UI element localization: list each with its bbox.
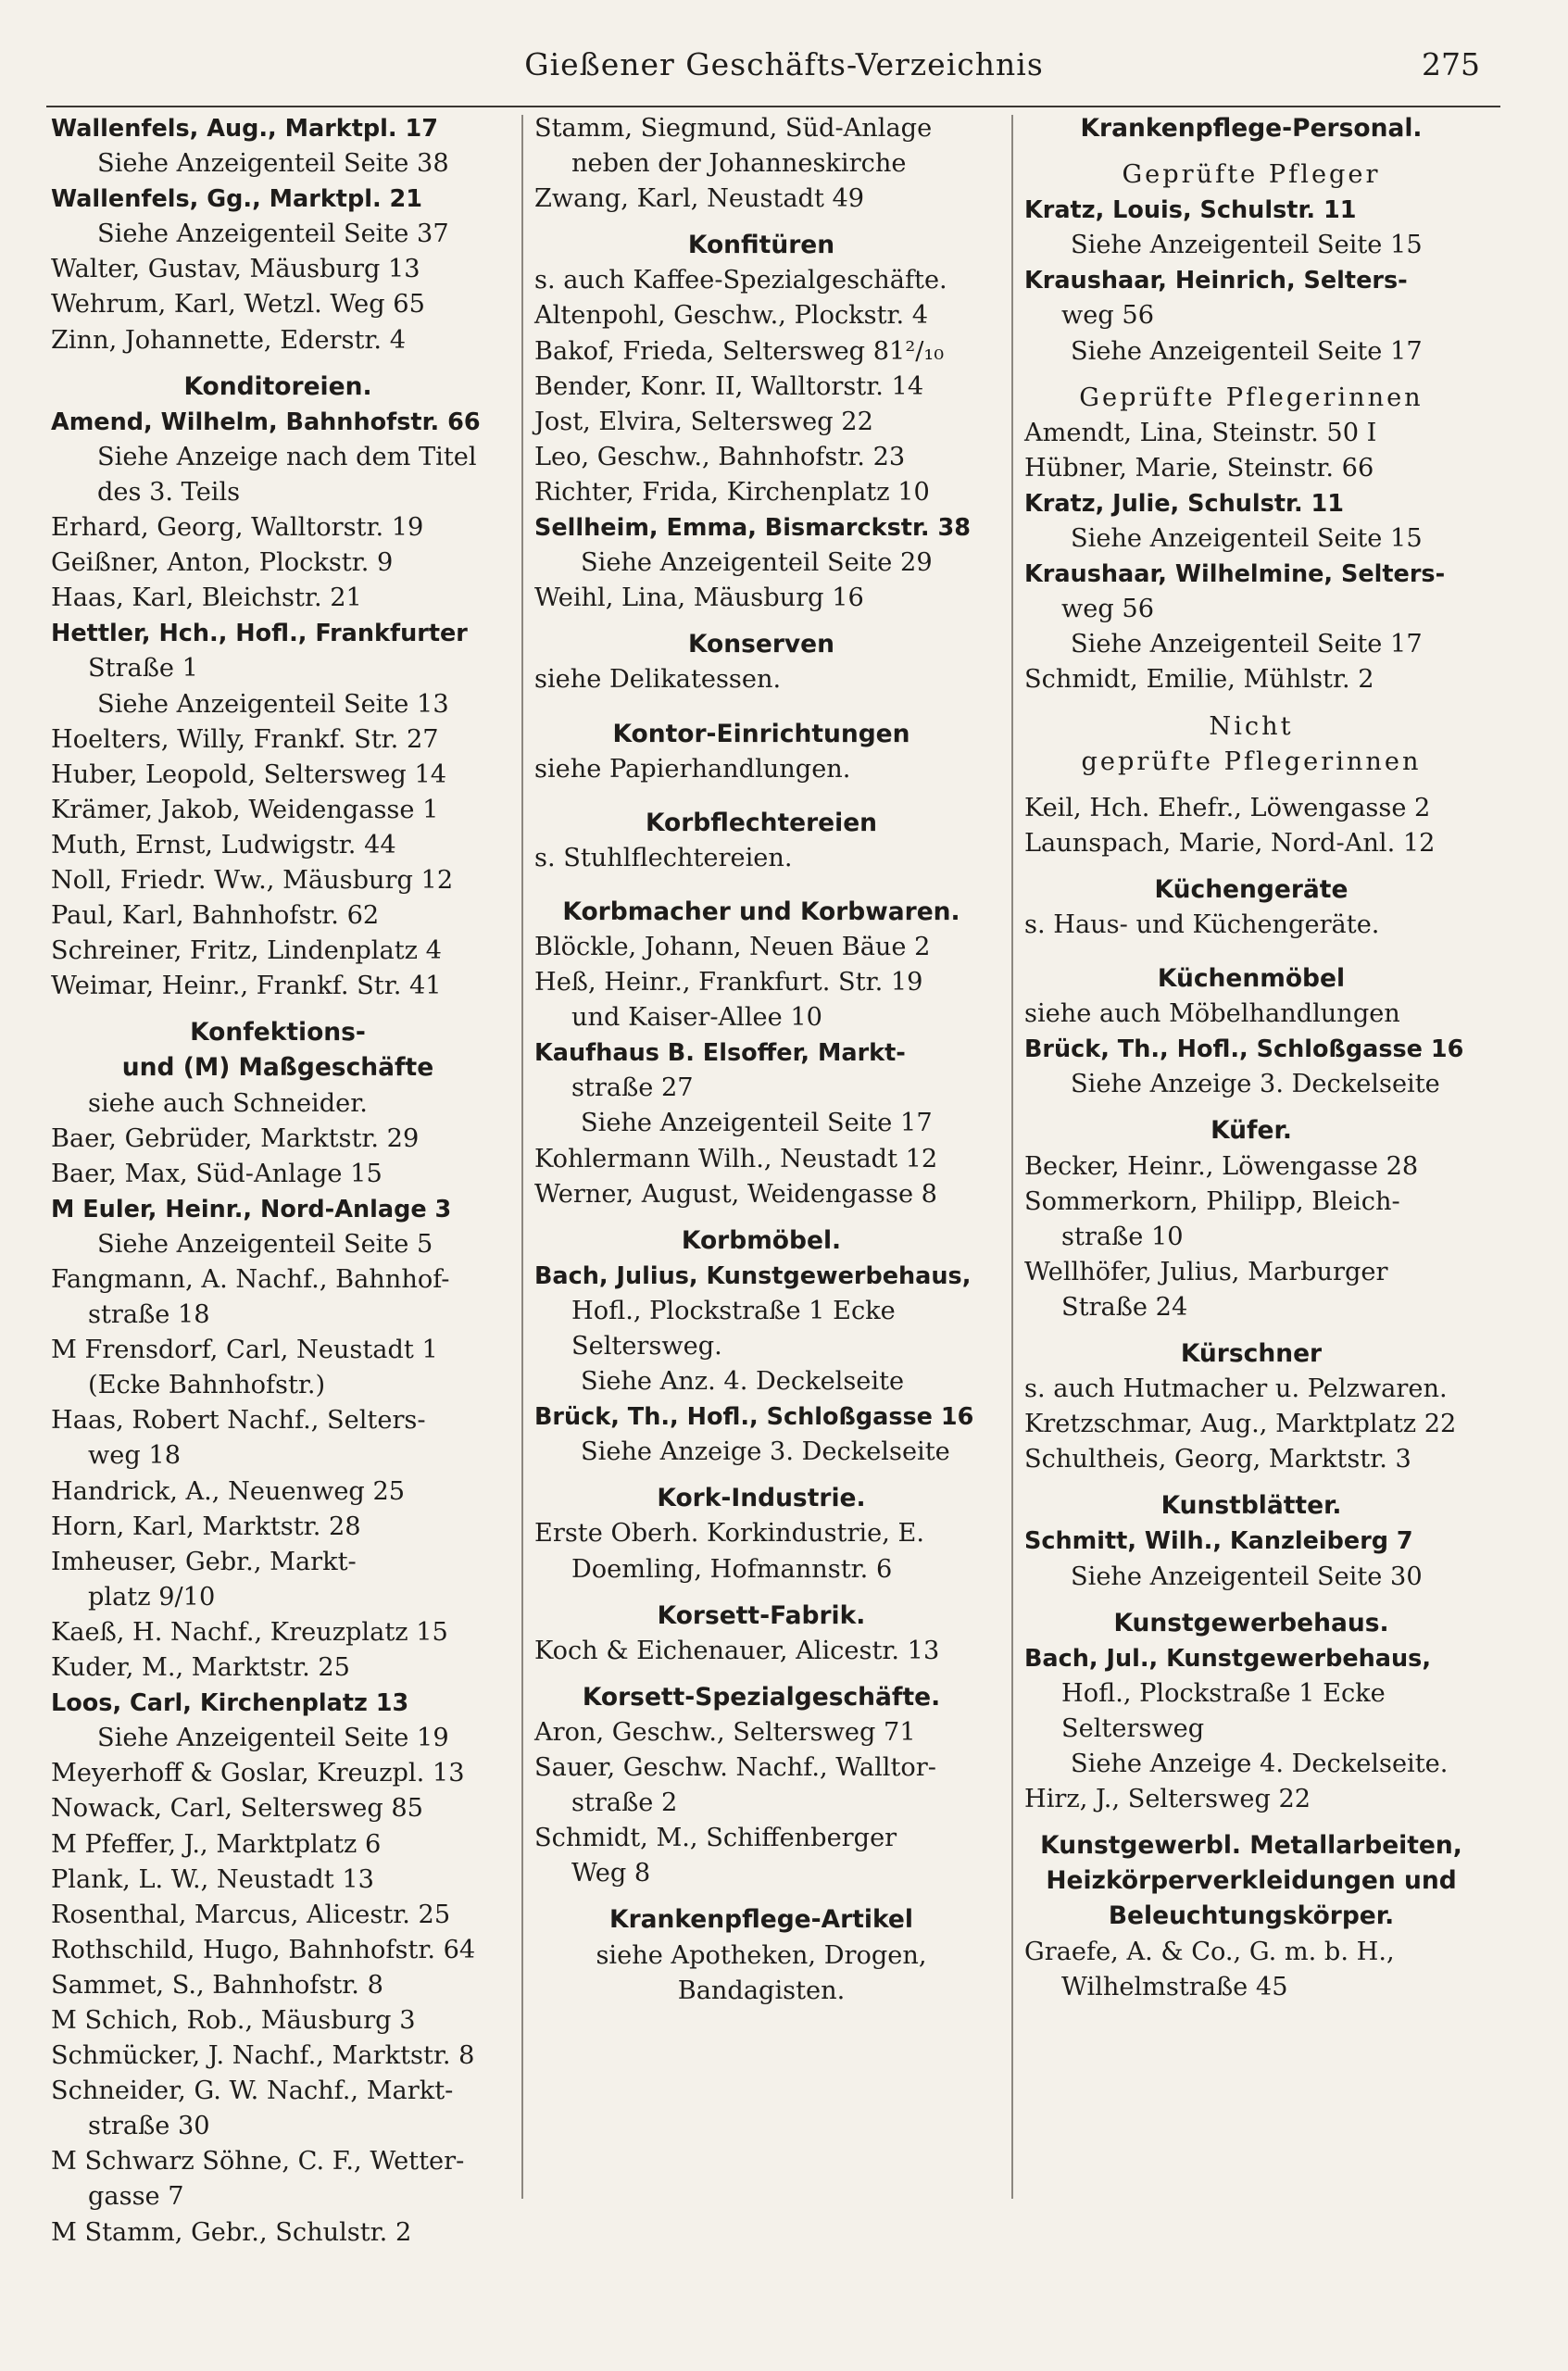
entry: Schmücker, J. Nachf., Marktstr. 8 [51,2041,475,2071]
entry-name: Schmitt, Wilh., Kanzleiberg 7 [1024,1527,1413,1556]
entry: Meyerhoff & Goslar, Kreuzpl. 13 [51,1759,465,1788]
entry-continuation: Straße 1 [88,654,198,684]
entry-continuation: (Ecke Bahnhofstr.) [88,1371,326,1400]
entry-name: Loos, Carl, Kirchenplatz 13 [51,1689,409,1718]
ad-reference: Siehe Anzeige 4. Deckelseite. [1071,1750,1449,1779]
entry: Richter, Frida, Kirchenplatz 10 [534,477,930,507]
section-heading: Konditoreien. [183,371,372,401]
entry-name: Kraushaar, Heinrich, Selters- [1024,267,1408,295]
section-heading: Küchengeräte [1154,874,1348,904]
cross-reference: s. Stuhlflechtereien. [534,843,793,872]
section-heading: Krankenpflege-Artikel [609,1905,913,1935]
ad-reference: Siehe Anzeigenteil Seite 30 [1071,1562,1423,1591]
section-heading: Küfer. [1210,1116,1292,1146]
ad-reference: Siehe Anzeigenteil Seite 38 [97,149,449,179]
ad-reference: Siehe Anzeigenteil Seite 13 [97,689,449,719]
entry: Plank, L. W., Neustadt 13 [51,1864,374,1894]
entry-name: Sellheim, Emma, Bismarckstr. 38 [534,514,971,543]
entry: Sauer, Geschw. Nachf., Walltor- [534,1753,936,1783]
entry: Amendt, Lina, Steinstr. 50 I [1024,418,1377,447]
ad-reference: Siehe Anzeigenteil Seite 17 [1071,630,1423,659]
subsection-heading: Nicht [1209,711,1294,741]
ad-reference: Siehe Anzeigenteil Seite 37 [97,220,449,249]
entry: Walter, Gustav, Mäusburg 13 [51,255,420,284]
entry-continuation: Seltersweg. [571,1332,722,1361]
column-3 [1024,111,1478,2223]
entry: Becker, Heinr., Löwengasse 28 [1024,1151,1419,1181]
section-heading: Korsett-Spezialgeschäfte. [582,1682,941,1712]
entry: Aron, Geschw., Seltersweg 71 [534,1717,916,1747]
ad-reference: Siehe Anzeigenteil Seite 19 [97,1724,449,1753]
entry: Zwang, Karl, Neustadt 49 [534,184,865,214]
entry: Haas, Karl, Bleichstr. 21 [51,583,362,613]
ad-reference: Siehe Anzeige 3. Deckelseite [1071,1070,1440,1099]
cross-reference: siehe Papierhandlungen. [534,754,851,784]
entry: Launspach, Marie, Nord-Anl. 12 [1024,828,1436,858]
entry: Bender, Konr. II, Walltorstr. 14 [534,371,924,401]
entry: Noll, Friedr. Ww., Mäusburg 12 [51,865,454,895]
entry: Krämer, Jakob, Weidengasse 1 [51,795,439,824]
ad-reference: Siehe Anzeigenteil Seite 17 [1071,336,1423,366]
entry-name: Wallenfels, Aug., Marktpl. 17 [51,115,438,143]
section-heading: Kürschner [1180,1339,1323,1368]
entry: Zinn, Johannette, Ederstr. 4 [51,325,407,355]
cross-reference: s. Haus- und Küchengeräte. [1024,910,1380,939]
section-heading: Heizkörperverkleidungen und [1046,1866,1457,1896]
entry: Paul, Karl, Bahnhofstr. 62 [51,901,380,931]
section-heading: Kunstgewerbehaus. [1113,1608,1389,1637]
entry-continuation: weg 18 [88,1441,182,1471]
entry: Fangmann, A. Nachf., Bahnhof- [51,1265,450,1294]
entry-name: Wallenfels, Gg., Marktpl. 21 [51,185,423,214]
cross-reference: s. auch Kaffee-Spezialgeschäfte. [534,266,947,295]
entry: Altenpohl, Geschw., Plockstr. 4 [534,301,929,331]
section-heading: Krankenpflege-Personal. [1080,114,1423,143]
header-rule [46,106,1500,107]
section-heading: Korsett-Fabrik. [657,1600,866,1630]
entry-name: Brück, Th., Hofl., Schloßgasse 16 [1024,1035,1464,1064]
entry-continuation: Doemling, Hofmannstr. 6 [571,1554,893,1584]
entry-continuation: Wilhelmstraße 45 [1061,1972,1288,2001]
entry: Schneider, G. W. Nachf., Markt- [51,2076,454,2106]
entry: Weihl, Lina, Mäusburg 16 [534,583,864,613]
entry: Werner, August, Weidengasse 8 [534,1179,937,1209]
entry-name: Brück, Th., Hofl., Schloßgasse 16 [534,1403,974,1432]
entry: Erhard, Georg, Walltorstr. 19 [51,513,424,543]
ad-reference: des 3. Teils [97,477,241,507]
entry: Stamm, Siegmund, Süd-Anlage [534,114,933,143]
entry-continuation: straße 2 [571,1788,678,1818]
section-heading: Korbflechtereien [645,808,878,837]
section-heading: Kork-Industrie. [657,1484,866,1513]
entry-continuation: platz 9/10 [88,1582,216,1612]
section-heading: Kunstblätter. [1160,1491,1342,1521]
subsection-heading: Geprüfte Pfleger [1122,160,1381,190]
entry: Muth, Ernst, Ludwigstr. 44 [51,830,396,859]
page-header [0,41,1568,89]
entry: M Schwarz Söhne, C. F., Wetter- [51,2147,465,2177]
entry-continuation: weg 56 [1061,595,1155,624]
entry: Schreiner, Fritz, Lindenplatz 4 [51,936,442,966]
entry: M Schich, Rob., Mäusburg 3 [51,2005,416,2035]
entry: Wehrum, Karl, Wetzl. Weg 65 [51,290,425,320]
page-number: 275 [1422,46,1480,82]
entry: Baer, Gebrüder, Marktstr. 29 [51,1123,420,1153]
entry: Leo, Geschw., Bahnhofstr. 23 [534,442,906,471]
column-2 [534,111,988,2223]
cross-reference: siehe auch Möbelhandlungen [1024,999,1400,1029]
entry-name: M Euler, Heinr., Nord-Anlage 3 [51,1195,452,1223]
subsection-heading: Geprüfte Pflegerinnen [1079,383,1424,412]
entry-name: Kratz, Julie, Schulstr. 11 [1024,489,1345,518]
section-heading: Korbmacher und Korbwaren. [562,897,960,926]
entry-continuation: Weg 8 [571,1859,651,1888]
entry: Schultheis, Georg, Marktstr. 3 [1024,1445,1411,1474]
section-heading: Konserven [687,630,835,659]
entry-name: Bach, Julius, Kunstgewerbehaus, [534,1261,972,1290]
section-heading: Küchenmöbel [1157,964,1346,994]
entry: Jost, Elvira, Seltersweg 22 [534,407,873,436]
entry: Sommerkorn, Philipp, Bleich- [1024,1186,1400,1216]
entry: Handrick, A., Neuenweg 25 [51,1476,406,1506]
entry-continuation: und Kaiser-Allee 10 [571,1003,822,1033]
entry: Huber, Leopold, Seltersweg 14 [51,759,447,789]
subsection-heading: geprüfte Pflegerinnen [1081,746,1422,776]
entry: Heß, Heinr., Frankfurt. Str. 19 [534,968,923,997]
section-heading: Beleuchtungskörper. [1108,1901,1395,1931]
entry: Koch & Eichenauer, Alicestr. 13 [534,1636,940,1665]
entry-continuation: straße 10 [1061,1222,1184,1251]
ad-reference: Siehe Anzeigenteil Seite 5 [97,1229,433,1259]
entry: Hirz, J., Seltersweg 22 [1024,1785,1311,1814]
ad-reference: Siehe Anzeigenteil Seite 15 [1071,524,1423,554]
entry-continuation: Hofl., Plockstraße 1 Ecke [571,1296,896,1325]
entry: M Frensdorf, Carl, Neustadt 1 [51,1336,438,1365]
entry-continuation: straße 30 [88,2112,210,2141]
section-heading: Kunstgewerbl. Metallarbeiten, [1040,1831,1462,1861]
ad-reference: Siehe Anzeige nach dem Titel [97,442,477,471]
entry-name: Kraushaar, Wilhelmine, Selters- [1024,560,1446,589]
running-title: Gießener Geschäfts-Verzeichnis [524,46,1044,82]
entry: Nowack, Carl, Seltersweg 85 [51,1794,423,1824]
entry: Hoelters, Willy, Frankf. Str. 27 [51,724,439,754]
entry: Schmidt, Emilie, Mühlstr. 2 [1024,665,1374,695]
entry-continuation: straße 18 [88,1300,210,1330]
entry: Weimar, Heinr., Frankf. Str. 41 [51,972,442,1001]
entry-name: Kratz, Louis, Schulstr. 11 [1024,196,1357,225]
section-heading: Konfektions- [190,1018,366,1048]
entry: Graefe, A. & Co., G. m. b. H., [1024,1937,1395,1966]
entry-continuation: Straße 24 [1061,1292,1188,1322]
cross-reference: Bandagisten. [677,1976,846,2005]
cross-reference: s. auch Hutmacher u. Pelzwaren. [1024,1374,1448,1404]
ad-reference: Siehe Anzeigenteil Seite 29 [581,548,933,578]
column-1 [51,111,505,2247]
entry-continuation: Hofl., Plockstraße 1 Ecke [1061,1678,1386,1708]
ad-reference: Siehe Anzeigenteil Seite 17 [581,1109,933,1138]
entry: Haas, Robert Nachf., Selters- [51,1406,426,1436]
entry: Baer, Max, Süd-Anlage 15 [51,1159,383,1188]
entry: Rothschild, Hugo, Bahnhofstr. 64 [51,1935,476,1964]
entry-continuation: neben der Johanneskirche [571,149,907,179]
entry: Sammet, S., Bahnhofstr. 8 [51,1970,383,2000]
column-divider [1011,115,1013,2199]
entry: Bakof, Frieda, Seltersweg 81²/₁₀ [534,336,945,366]
ad-reference: Siehe Anzeigenteil Seite 15 [1071,231,1423,260]
entry-name: Kaufhaus B. Elsoffer, Markt- [534,1039,906,1068]
entry-continuation: weg 56 [1061,301,1155,331]
entry: Imheuser, Gebr., Markt- [51,1547,357,1576]
ad-reference: Siehe Anzeige 3. Deckelseite [581,1437,950,1467]
entry-continuation: Seltersweg [1061,1713,1205,1743]
entry: Horn, Karl, Marktstr. 28 [51,1512,361,1541]
entry: M Pfeffer, J., Marktplatz 6 [51,1829,382,1859]
entry: Erste Oberh. Korkindustrie, E. [534,1519,924,1549]
cross-reference: siehe Delikatessen. [534,665,782,695]
section-heading: und (M) Maßgeschäfte [121,1053,434,1083]
entry-continuation: gasse 7 [88,2182,184,2212]
entry: Blöckle, Johann, Neuen Bäue 2 [534,932,931,961]
cross-reference: siehe Apotheken, Drogen, [596,1940,927,1970]
entry: Kohlermann Wilh., Neustadt 12 [534,1144,938,1173]
entry-name: Amend, Wilhelm, Bahnhofstr. 66 [51,408,481,436]
entry-name: Bach, Jul., Kunstgewerbehaus, [1024,1644,1432,1673]
cross-reference: siehe auch Schneider. [88,1088,368,1118]
entry: Kuder, M., Marktstr. 25 [51,1653,350,1683]
entry: Hübner, Marie, Steinstr. 66 [1024,453,1374,483]
entry: Keil, Hch. Ehefr., Löwengasse 2 [1024,793,1431,822]
entry: Kaeß, H. Nachf., Kreuzplatz 15 [51,1617,448,1647]
entry: Kretzschmar, Aug., Marktplatz 22 [1024,1410,1457,1439]
entry-name: Hettler, Hch., Hofl., Frankfurter [51,620,468,648]
section-heading: Kontor-Einrichtungen [612,719,910,748]
entry: Schmidt, M., Schiffenberger [534,1824,897,1853]
entry: Wellhöfer, Julius, Marburger [1024,1257,1388,1286]
entry-continuation: straße 27 [571,1073,694,1103]
column-divider [521,115,523,2199]
entry: Geißner, Anton, Plockstr. 9 [51,548,394,578]
section-heading: Korbmöbel. [681,1225,842,1255]
entry: Rosenthal, Marcus, Alicestr. 25 [51,1900,451,1929]
entry: M Stamm, Gebr., Schulstr. 2 [51,2217,412,2247]
section-heading: Konfitüren [687,231,835,260]
ad-reference: Siehe Anz. 4. Deckelseite [581,1367,905,1397]
